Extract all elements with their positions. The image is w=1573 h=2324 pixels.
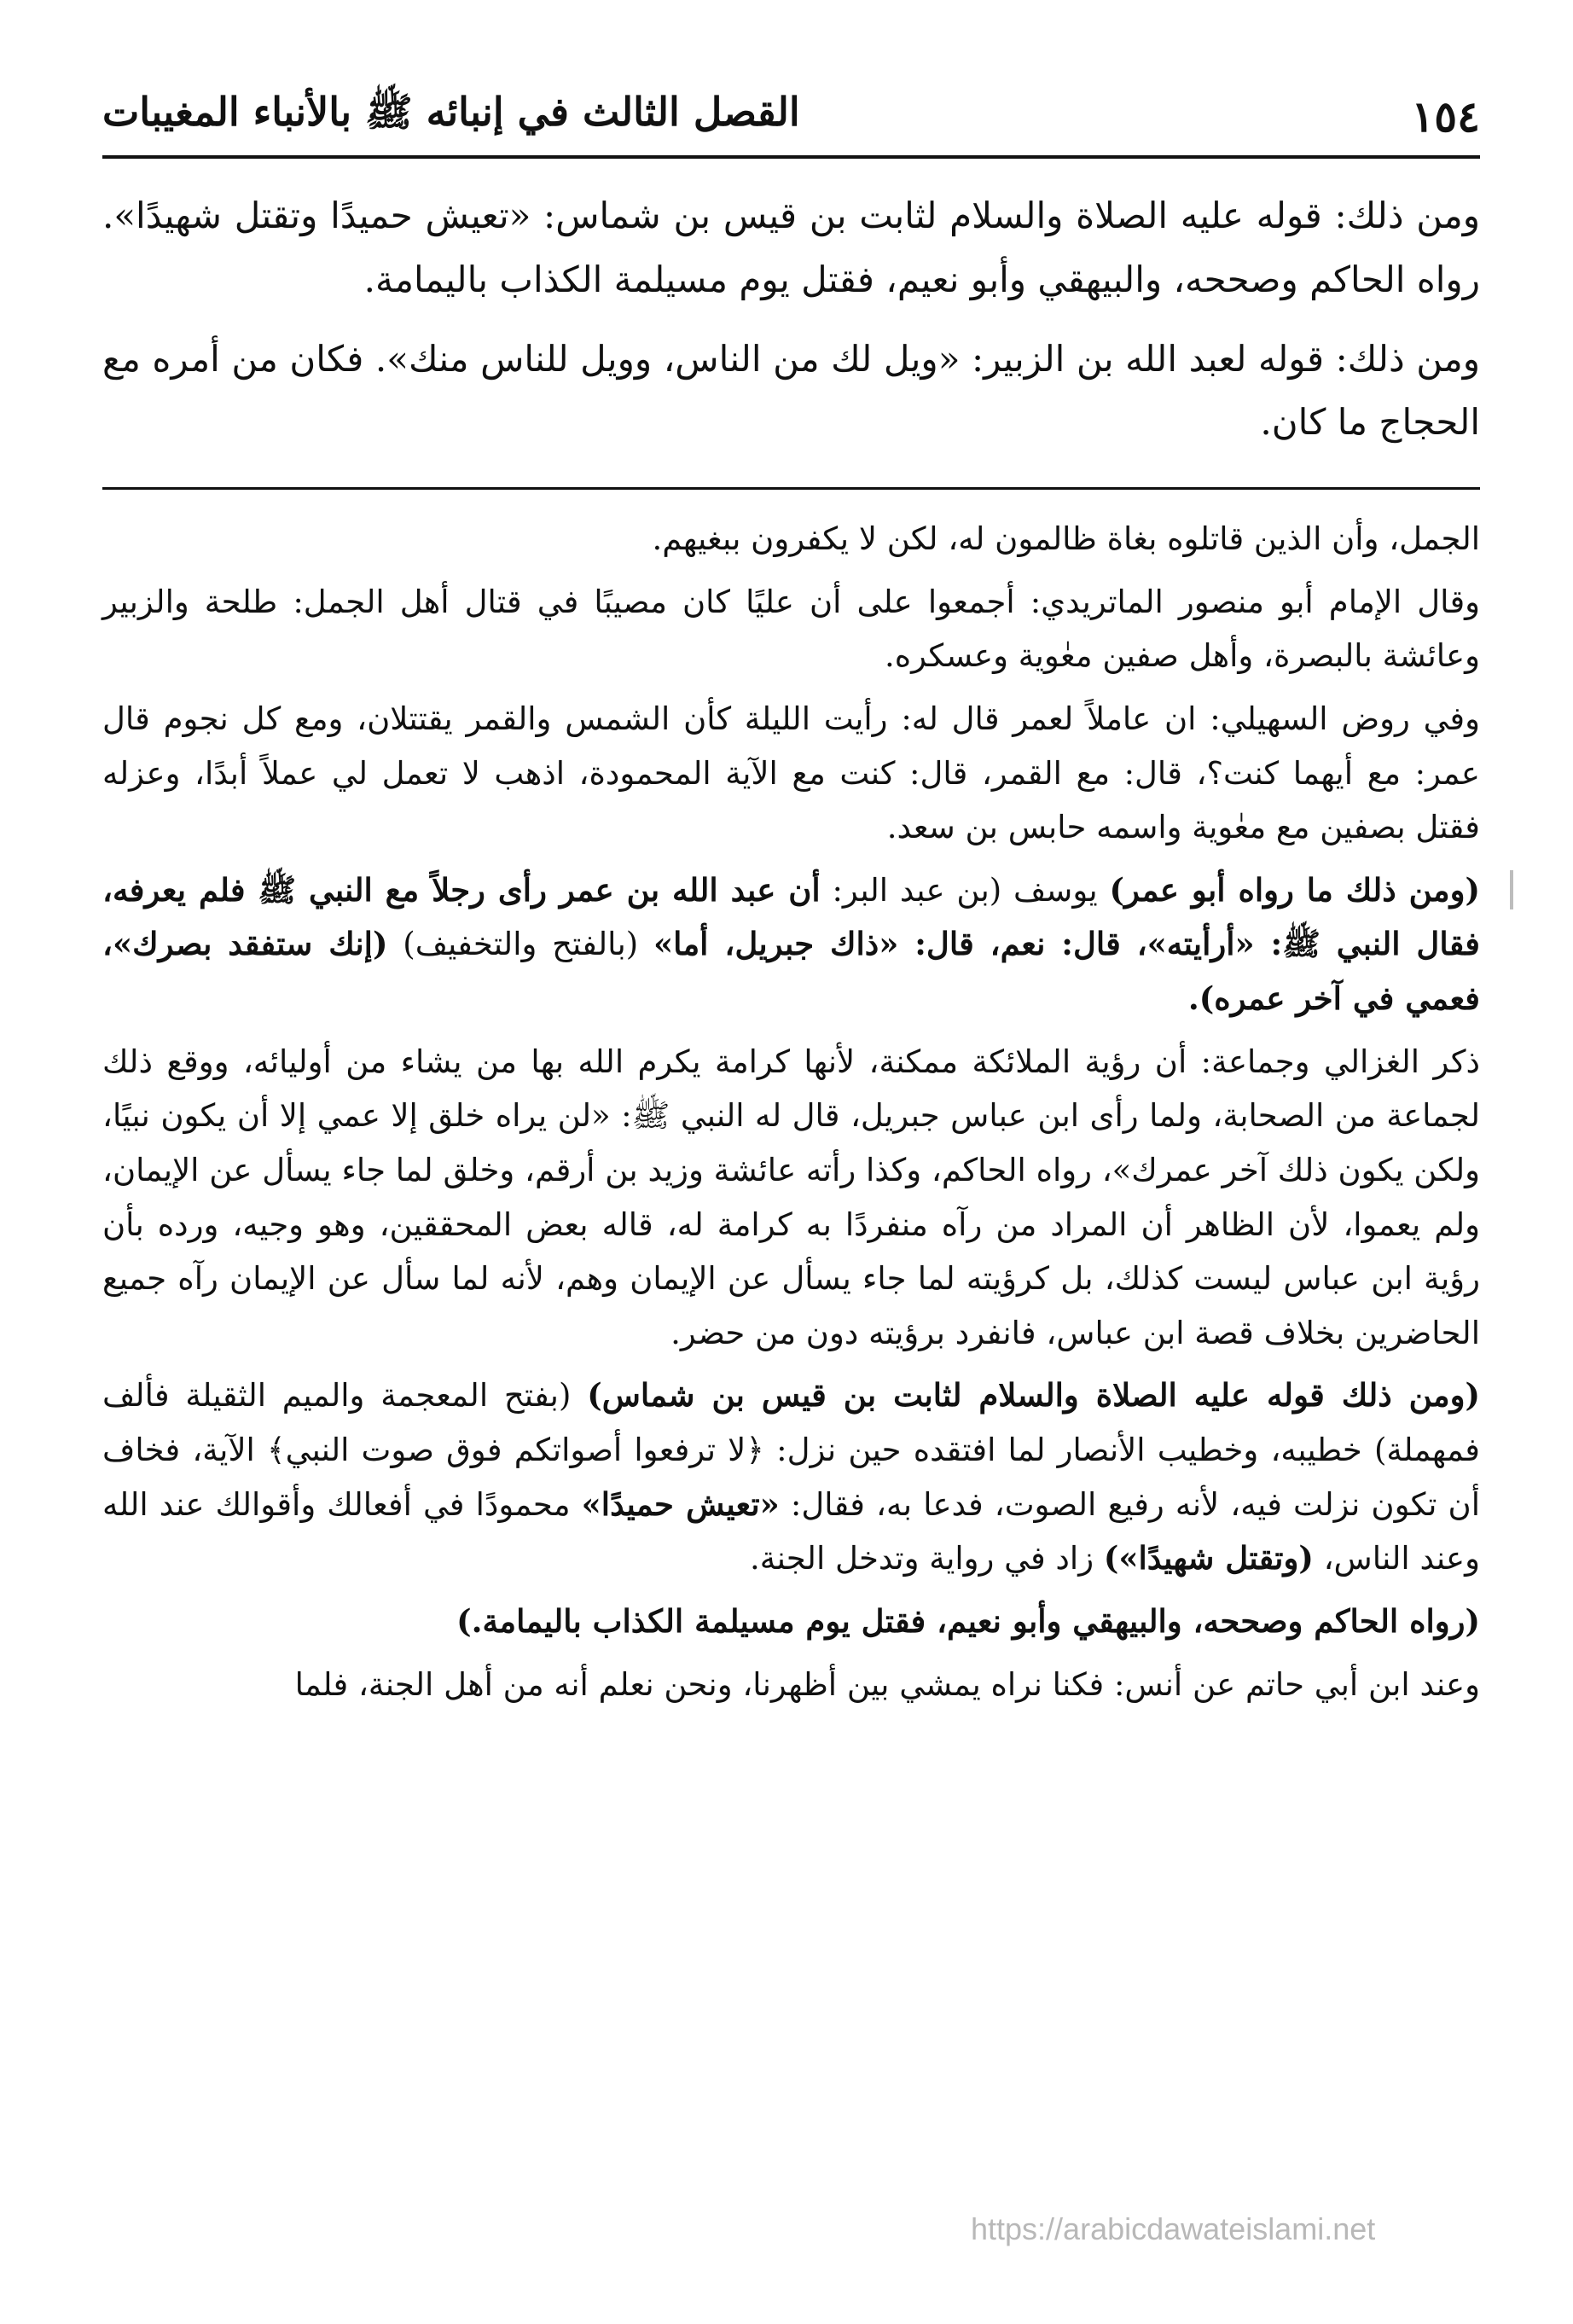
running-title: القصل الثالث في إنبائه ﷺ بالأنباء المغيبات — [102, 88, 800, 135]
watermark-url: https://arabicdawateislami.net — [971, 2211, 1376, 2246]
gloss-text: (بالفتح والتخفيف) — [387, 926, 653, 963]
quoted-text: (إنك ستفقد بصرك»، فعمي في آخر عمره). — [102, 925, 1480, 1017]
main-text — [102, 184, 1480, 455]
gloss-text: يوسف (بن عبد البر: — [820, 871, 1110, 909]
commentary-paragraph: وقال الإمام أبو منصور الماتريدي: أجمعوا على أن عليًا كان مصيبًا في قتال أهل الجمل: طلحة والزبير وعائشة بالبصرة، وأهل صفين معٰوية وعسكره. — [102, 583, 1480, 675]
commentary-paragraph: ذكر الغزالي وجماعة: أن رؤية الملائكة ممكنة، لأنها كرامة يكرم الله بها من يشاء من أوليائه، ووقع ذلك لجماعة من الصحابة، ولما رأى ابن عباس جبريل، قال له النبي ﷺ: «لن يراه خلق إلا عمي إلا أن يكون نبيًا، ولكن يكون ذلك آخر عمرك»، رواه الحاكم، وكذا رأته عائشة وزيد بن أرقم، وخلق لما جاء يسأل عن الإيمان، ولم يعموا، لأن الظاهر أن المراد من رآه منفردًا به كرامة له، قاله بعض المحققين، وهو وجيه، ورده بأن رؤية ابن عباس ليست كذلك، بل كرؤيته لما جاء يسأل عن الإيمان وهم، لأنه لما سأل عن الإيمان رآه جميع الحاضرين بخلاف قصة ابن عباس، فانفرد برؤيته دون من حضر. — [102, 1043, 1480, 1351]
commentary-paragraph — [102, 863, 1480, 1026]
gloss-text: محمودًا في أفعالك وأقوالك عند الله وعند الناس، — [102, 1485, 1480, 1577]
scan-artifact — [1510, 870, 1513, 909]
page-number: ١٥٤ — [1411, 90, 1480, 142]
quoted-text: (ومن ذلك ما رواه أبو عمر) — [1109, 870, 1480, 909]
commentary-paragraph: وعند ابن أبي حاتم عن أنس: فكنا نراه يمشي بين أظهرنا، ونحن نعلم أنه من أهل الجنة، فلما — [294, 1665, 1480, 1703]
commentary-paragraph: وفي روض السهيلي: ان عاملاً لعمر قال له: رأيت الليلة كأن الشمس والقمر يقتتلان، ومع كل نجوم قال عمر: مع أيهما كنت؟، قال: مع القمر، قال: كنت مع الآية المحمودة، اذهب لا تعمل لي عملاً أبدًا، وعزله فقتل بصفين مع معٰوية واسمه حابس بن سعد. — [102, 700, 1480, 846]
commentary-paragraph: (رواه الحاكم وصححه، والبيهقي وأبو نعيم، فقتل يوم مسيلمة الكذاب باليمامة.) — [456, 1601, 1480, 1640]
commentary-paragraph: الجمل، وأن الذين قاتلوه بغاة ظالمون له، لكن لا يكفرون ببغيهم. — [652, 520, 1480, 557]
quoted-text: أن عبد الله بن عمر رأى رجلاً مع النبي ﷺ فلم يعرفه، فقال النبي ﷺ: «أرأيته»، قال: نعم، قال: «ذاك جبريل، أما» — [102, 870, 1480, 963]
main-paragraph: ومن ذلك: قوله عليه الصلاة والسلام لثابت بن قيس بن شماس: «تعيش حميدًا وتقتل شهيدًا». رواه الحاكم وصححه، والبيهقي وأبو نعيم، فقتل يوم مسيلمة الكذاب باليمامة. — [102, 195, 1480, 300]
commentary-text — [102, 512, 1480, 1711]
commentary-divider — [102, 487, 1480, 490]
gloss-text: زاد في رواية وتدخل الجنة. — [750, 1540, 1104, 1577]
quoted-text: «تعيش حميدًا» — [581, 1484, 780, 1523]
gloss-text: (بفتح المعجمة والميم الثقيلة فألف فمهملة) خطيبه، وخطيب الأنصار لما افتقده حين نزل: ﴿لا ترفعوا أصواتكم فوق صوت النبي﴾ الآية، فخاف أن تكون نزلت فيه، لأنه رفيع الصوت، فدعا به، فقال: — [102, 1377, 1480, 1523]
main-paragraph: ومن ذلك: قوله لعبد الله بن الزبير: «ويل لك من الناس، وويل للناس منك». فكان من أمره مع الحجاج ما كان. — [102, 337, 1480, 444]
commentary-paragraph — [102, 1368, 1480, 1586]
quoted-text: (ومن ذلك قوله عليه الصلاة والسلام لثابت بن قيس بن شماس) — [587, 1376, 1480, 1415]
book-page — [102, 77, 1480, 2261]
page-header — [102, 77, 1480, 159]
quoted-text: (وتقتل شهيدًا») — [1103, 1539, 1314, 1577]
